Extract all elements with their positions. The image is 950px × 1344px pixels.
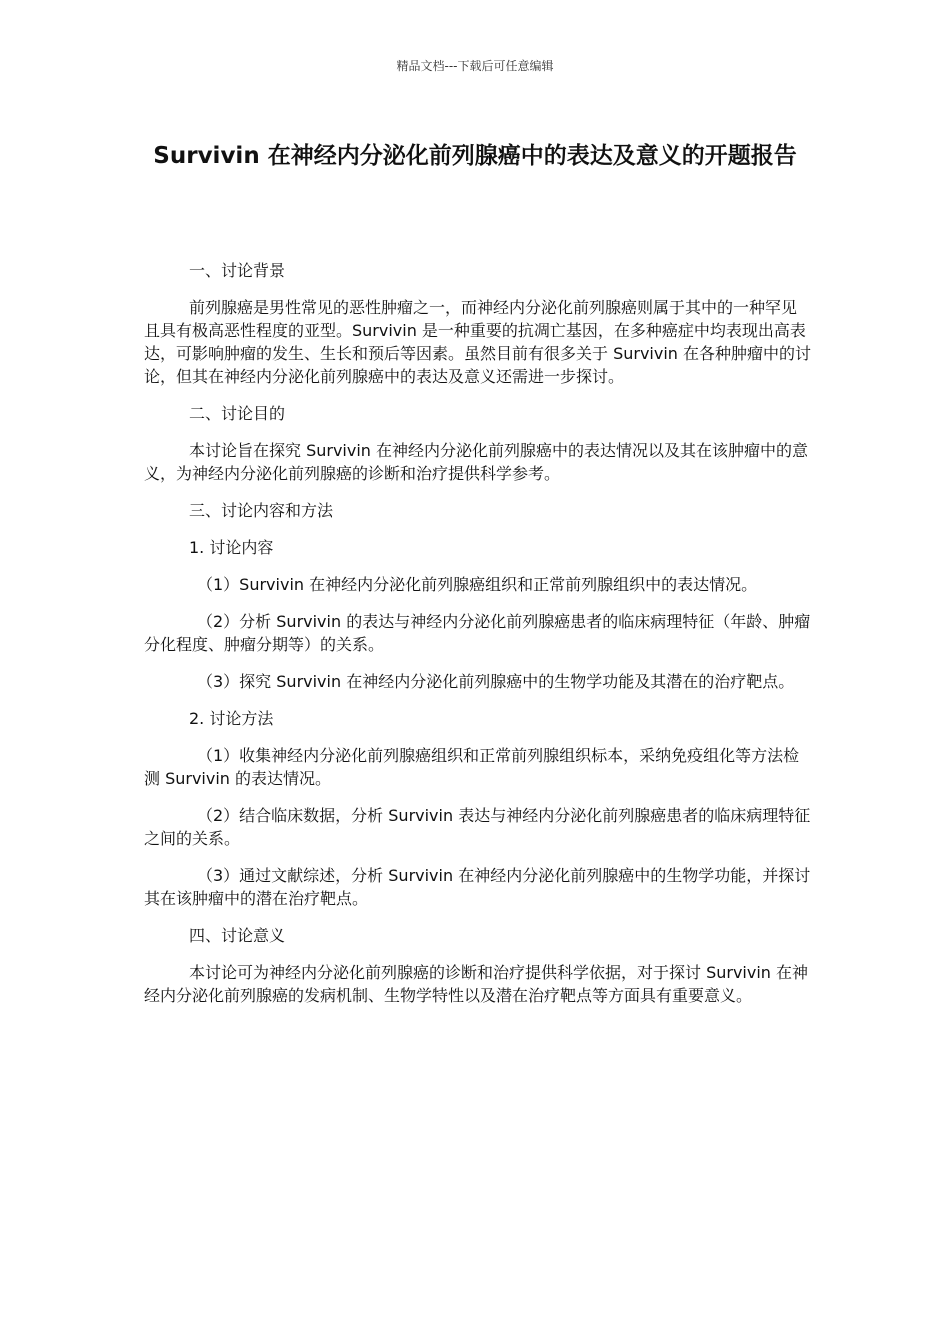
method-item-3: （3）通过文献综述，分析 Survivin 在神经内分泌化前列腺癌中的生物学功能，并探讨其在该肿瘤中的潜在治疗靶点。 xyxy=(144,866,811,908)
section-heading-methods: 三、讨论内容和方法 xyxy=(189,501,334,520)
section-heading-purpose: 二、讨论目的 xyxy=(189,404,286,423)
subheading-content: 1. 讨论内容 xyxy=(189,538,274,557)
method-item-1: （1）收集神经内分泌化前列腺癌组织和正常前列腺组织标本，采纳免疫组化等方法检测 Survivin 的表达情况。 xyxy=(144,746,800,788)
document-body xyxy=(144,259,812,1021)
content-item-1: （1）Survivin 在神经内分泌化前列腺癌组织和正常前列腺组织中的表达情况。 xyxy=(197,575,758,594)
content-item-3: （3）探究 Survivin 在神经内分泌化前列腺癌中的生物学功能及其潜在的治疗靶点。 xyxy=(197,672,795,691)
paragraph-significance: 本讨论可为神经内分泌化前列腺癌的诊断和治疗提供科学依据，对于探讨 Survivin 在神经内分泌化前列腺癌的发病机制、生物学特性以及潜在治疗靶点等方面具有重要意义。 xyxy=(144,963,809,1005)
document-title: Survivin 在神经内分泌化前列腺癌中的表达及意义的开题报告 xyxy=(153,143,797,169)
paragraph-background: 前列腺癌是男性常见的恶性肿瘤之一，而神经内分泌化前列腺癌则属于其中的一种罕见且具有极高恶性程度的亚型。Survivin 是一种重要的抗凋亡基因，在多种癌症中均表现出高表达，可影响肿瘤的发生、生长和预后等因素。虽然目前有很多关于 Survivin 在各种肿瘤中的讨论，但其在神经内分泌化前列腺癌中的表达及意义还需进一步探讨。 xyxy=(144,298,812,386)
paragraph-purpose: 本讨论旨在探究 Survivin 在神经内分泌化前列腺癌中的表达情况以及其在该肿瘤中的意义，为神经内分泌化前列腺癌的诊断和治疗提供科学参考。 xyxy=(144,441,809,483)
section-heading-significance: 四、讨论意义 xyxy=(189,926,286,945)
content-item-2: （2）分析 Survivin 的表达与神经内分泌化前列腺癌患者的临床病理特征（年龄、肿瘤分化程度、肿瘤分期等）的关系。 xyxy=(144,612,811,654)
subheading-method: 2. 讨论方法 xyxy=(189,709,274,728)
method-item-2: （2）结合临床数据，分析 Survivin 表达与神经内分泌化前列腺癌患者的临床病理特征之间的关系。 xyxy=(144,806,811,848)
header-note: 精品文档---下载后可任意编辑 xyxy=(396,59,554,73)
section-heading-background: 一、讨论背景 xyxy=(189,261,286,280)
